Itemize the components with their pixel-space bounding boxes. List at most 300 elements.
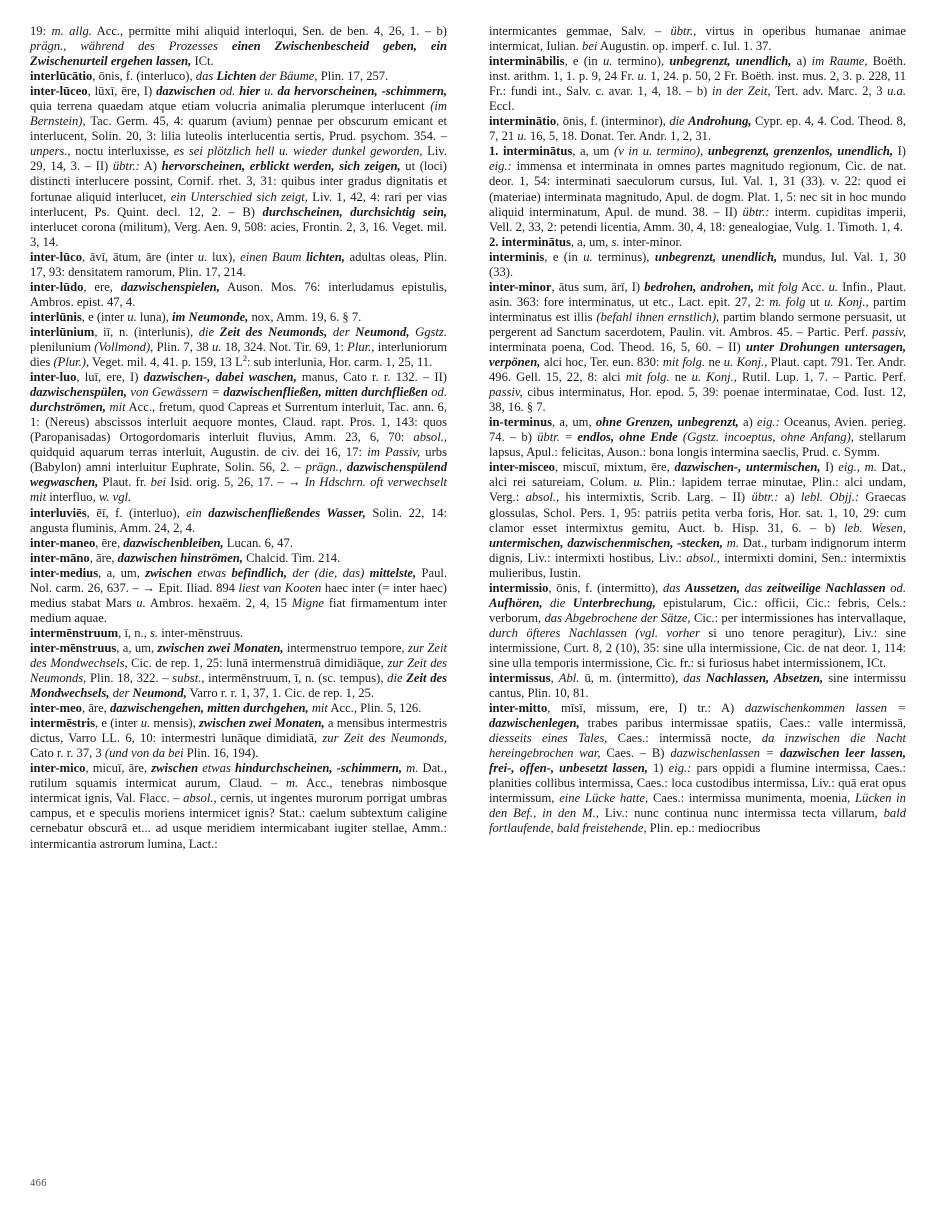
plain-text: = <box>559 430 578 445</box>
translation: zeitweilige Nachlassen <box>766 580 886 595</box>
plain-text: , lūxī, ēre, I) <box>87 84 157 99</box>
dictionary-entry <box>489 24 906 54</box>
headword: interminābilis <box>489 54 565 69</box>
plain-text: , a, um, <box>116 640 158 655</box>
plain-text: Lucan. 6, 47. <box>223 535 293 550</box>
gloss-italic: (Ggstz. incoeptus, ohne Anfang), <box>682 430 854 445</box>
dictionary-entry <box>30 716 447 761</box>
translation: ohne Grenzen, unbegrenzt, <box>595 415 739 430</box>
gloss-italic: einen Baum <box>240 249 307 264</box>
headword: inter-mēnstruus <box>30 640 117 655</box>
plain-text: pars oppidi a flumine intermissa, Caes.: planities collibus intermissa, Caes.: loca custodibus intermissa, Liv.: quā erat opus intermissum, <box>489 761 906 806</box>
gloss-italic: prägn., während des Prozesses <box>30 39 232 54</box>
plain-text: partim interminatus est illis <box>489 294 907 324</box>
dictionary-entry <box>489 671 906 701</box>
gloss-italic: absol., <box>413 430 447 445</box>
plain-text: Cic.: per intermissiones has intervallaque, <box>690 610 907 625</box>
gloss-italic: u. Konj., <box>723 355 768 370</box>
gloss-italic: Migne <box>291 595 324 610</box>
gloss-italic: unpers., <box>30 144 71 159</box>
gloss-italic: absol., <box>686 550 720 565</box>
plain-text: Plin.: lapidem terrae minutae, Plin.: alci undam, Verg.: <box>489 475 906 505</box>
plain-text: , a, um, <box>98 565 146 580</box>
gloss-italic: lebl. Objj.: <box>800 490 860 505</box>
translation: untermischen, dazwischenmischen, -stecken, <box>489 535 723 550</box>
gloss-italic: Lücken in den Bef., in den M., <box>489 791 906 821</box>
translation: Androhung, <box>688 114 752 129</box>
headword: interminis <box>489 249 545 264</box>
gloss-italic: w. vgl. <box>98 490 132 505</box>
dictionary-entry <box>30 551 447 566</box>
gloss-italic: leb. Wesen, <box>843 520 906 535</box>
gloss-italic: das <box>195 69 217 84</box>
gloss-italic: zur Zeit des Neumonds, <box>30 655 447 686</box>
headword: interluviēs <box>30 505 87 520</box>
plain-text: Rutil. Lup. 1, 7. – Partic. Perf. <box>736 370 907 385</box>
translation: Nachlassen, Absetzen, <box>705 671 824 686</box>
plain-text: Tert. adv. Marc. 2, 3 <box>770 84 888 99</box>
plain-text: Plin. 7, 38 <box>153 339 213 354</box>
plain-text: Liv.: nunc continua nunc intermissa tecta villarum, <box>598 806 884 821</box>
plain-text: immensa et interminata in omnes partes magnitudo regionum, Cic. de nat. deor. 1, 54: interminati saeculorum cursus, Iul. Val. 1, 31 (33). v. 22: quod ei (materiae) interminata magnitudo, Apul. de dogm. Plat. 1, 5: nec sit in hoc mundo aliquid interminatum, Apul. de mund. 38. – II) <box>489 159 906 219</box>
plain-text: Plin. ep.: mediocribus <box>646 821 761 836</box>
gloss-italic: u. <box>637 69 647 84</box>
plain-text: stellarum lapsus, Apul.: felicitas, Auson.: bona longis intermina saeclis, Prud. c. Symm. <box>489 430 906 460</box>
plain-text: Boëth. inst. arithm. 1, 1. p. 9, 24 Fr. <box>489 54 906 84</box>
gloss-italic: ein <box>186 505 209 520</box>
plain-text: 19: <box>30 24 52 38</box>
gloss-italic: es sei plötzlich hell u. wieder dunkel geworden, <box>173 144 423 159</box>
dictionary-entry <box>489 701 906 836</box>
plain-text: : sub interlunia, Hor. carm. 1, 25, 11. <box>246 355 433 370</box>
plain-text: , <box>550 671 559 686</box>
translation: hier <box>239 84 261 99</box>
translation: dazwischenbleiben, <box>123 535 224 550</box>
dictionary-entry <box>30 566 447 626</box>
gloss-italic: in der Zeit, <box>711 84 771 99</box>
gloss-italic: (und von da bei <box>104 746 184 761</box>
plain-text: mensis), <box>150 716 199 731</box>
translation: dazwischen <box>156 84 216 99</box>
translation: Aufhören, <box>489 595 543 610</box>
translation: dazwischenlegen, <box>489 716 580 731</box>
plain-text: 16, 5, 18. Donat. Ter. Andr. 1, 2, 31. <box>526 129 712 144</box>
plain-text: inter-mēnstruus. <box>158 625 244 640</box>
translation: Zeit des Mondwechsels, <box>30 671 447 701</box>
gloss-italic: absol., <box>183 791 217 806</box>
dictionary-entry <box>30 701 447 716</box>
headword: intermēstris <box>30 716 96 731</box>
plain-text: si uno tenore peragitur), Liv.: sine intermissione, Curt. 8, 2 (10), 35: sine ulla intermissione, Cic. de nat deor. 1, 114: sine ulla temporis intermissione, Cic. fr.: si furiosus habet intermissionem, ICt. <box>489 625 906 670</box>
plain-text: Eccl. <box>489 99 515 114</box>
headword: inter-mico <box>30 761 86 776</box>
gloss-italic: der (die, das) <box>287 565 370 580</box>
gloss-italic: absol., <box>525 490 560 505</box>
dictionary-entry <box>489 54 906 114</box>
headword: inter-lūco <box>30 249 82 264</box>
gloss-italic: m. folg <box>769 294 806 309</box>
plain-text: Veget. mil. 4, 41. p. 159, 13 L <box>89 355 243 370</box>
translation: Neumond, <box>132 686 187 701</box>
gloss-italic: passiv, <box>489 385 523 400</box>
dictionary-entry <box>30 325 447 370</box>
gloss-italic: u. <box>140 716 151 731</box>
gloss-italic: übtr.: <box>742 204 770 219</box>
translation: unbegrenzt, unendlich, <box>669 54 792 69</box>
gloss-italic: ein Unterschied sich zeigt, <box>170 189 308 204</box>
plain-text: a mensibus intermestris dictus, Varro LL. 6, 10: intermestri lunāque dimidiatā, <box>30 716 447 746</box>
plain-text: Liv. 1, 42, 4: rari per vias interlucent, Ps. Quint. decl. 12, 2. – B) <box>30 189 447 219</box>
gloss-italic: übtr., <box>670 24 697 38</box>
gloss-italic: u. <box>127 309 137 324</box>
plain-text: alci hoc, Ter. eun. 830: <box>540 355 663 370</box>
plain-text: Isid. orig. 5, 26, 17. – → <box>166 475 305 490</box>
gloss-italic: passiv, <box>872 324 906 339</box>
dictionary-entry <box>30 641 447 701</box>
dictionary-entry <box>30 84 447 250</box>
gloss-italic: mit folg <box>753 279 798 294</box>
gloss-italic: durch öfteres Nachlassen (vgl. vorher <box>489 625 700 640</box>
translation: zwischen zwei Monaten, <box>198 716 325 731</box>
gloss-italic: die <box>198 324 220 339</box>
plain-text: ne <box>705 355 724 370</box>
gloss-italic: od. <box>427 385 447 400</box>
translation: unbegrenzt, grenzenlos, unendlich, <box>707 144 894 159</box>
plain-text: , ēre, <box>95 535 124 550</box>
gloss-italic: übtr.: <box>112 159 140 174</box>
gloss-italic: od. <box>215 84 240 99</box>
plain-text: interlucet corona (militum), Verg. Aen. 9, 508: acies, Frontin. 2, 3, 16. Veget. mil. 3, 14. <box>30 219 447 249</box>
plain-text: virtus in operibus humanae animae intermicat, Iulian. <box>489 24 906 54</box>
plain-text: ū, m. (intermitto), <box>579 671 684 686</box>
translation: mittelste, <box>369 565 417 580</box>
dictionary-entry <box>30 250 447 280</box>
translation: bedrohen, androhen, <box>644 279 754 294</box>
plain-text: intermixti domini, Sen.: intermixtis mulieribus, Iustin. <box>489 550 906 580</box>
dictionary-entry <box>30 536 447 551</box>
plain-text: sine intermissu cantus, Plin. 10, 81. <box>489 671 907 701</box>
dictionary-entry <box>30 506 447 536</box>
headword: inter-minor <box>489 279 552 294</box>
gloss-italic: der Bäume, <box>256 69 318 84</box>
plain-text: , ere, <box>83 279 121 294</box>
gloss-italic: die <box>669 114 689 129</box>
gloss-italic: (befahl ihnen ernstlich), <box>596 309 720 324</box>
gloss-italic: prägn., <box>305 460 347 475</box>
plain-text: Liv. 29, 14, 3. – II) <box>30 144 448 174</box>
gloss-italic: etwas <box>192 565 232 580</box>
plain-text: terminus), <box>592 249 655 264</box>
gloss-italic: (im Bernstein), <box>30 99 447 129</box>
plain-text: Plaut. fr. <box>98 475 151 490</box>
gloss-italic: u. <box>633 475 643 490</box>
plain-text: adultas oleas, Plin. 17, 93: densitatem ramorum, Plin. 17, 214. <box>30 249 447 279</box>
gloss-italic: (Plur.), <box>53 355 90 370</box>
gloss-italic: eig.: <box>757 415 780 430</box>
plain-text: Cic. de rep. 1, 25: lunā intermenstruā dimidiāque, <box>127 655 388 670</box>
plain-text: haec inter (= inter haec) medius stabat Mars <box>30 580 447 610</box>
gloss-italic: im Passiv, <box>367 445 421 460</box>
plain-text: Caes.: intermissā nocte, <box>607 731 762 746</box>
plain-text: Plin. 16, 194). <box>183 746 259 761</box>
plain-text: , e (inter <box>81 309 128 324</box>
gloss-italic: übtr. <box>537 430 560 445</box>
gloss-italic: subst., <box>172 671 205 686</box>
plain-text: Augustin. op. imperf. c. Iul. 1. 37. <box>597 39 772 54</box>
dictionary-entry <box>489 581 906 671</box>
translation: lichten, <box>306 249 345 264</box>
plain-text: Cato r. r. 37, 3 <box>30 746 105 761</box>
dictionary-entry <box>489 460 906 580</box>
gloss-italic: m. allg. <box>51 24 92 38</box>
plain-text: Solin. 22, 14: angusta fluminis, Amm. 24, 2, 4. <box>30 505 447 535</box>
gloss-italic: u. <box>583 249 593 264</box>
gloss-italic: m. <box>402 761 419 776</box>
translation: dazwischenfließendes Wasser, <box>208 505 366 520</box>
headword: inter-māno <box>30 550 90 565</box>
plain-text: , ēī, f. (interluo), <box>86 505 187 520</box>
plain-text: intermenstruo tempore, <box>283 640 408 655</box>
plain-text: intermicantes gemmae, Salv. – <box>489 24 671 38</box>
plain-text: , ī, n., <box>118 625 150 640</box>
headword: inter-maneo <box>30 535 96 550</box>
dictionary-entry <box>30 280 447 310</box>
plain-text: Auson. Mos. 76: interludamus epistulis, Ambros. epist. 47, 4. <box>30 279 448 309</box>
plain-text: Plin. 17, 257. <box>317 69 389 84</box>
gloss-italic: eig., m. <box>838 460 877 475</box>
gloss-italic: das <box>740 580 767 595</box>
plain-text: , e (inter <box>95 716 141 731</box>
plain-text: a) <box>791 54 812 69</box>
gloss-italic: (v in u. termino), <box>614 144 704 159</box>
gloss-italic: etwas <box>198 761 235 776</box>
plain-text: 18, 324. Not. Tir. 69, 1: <box>221 339 348 354</box>
plain-text: lux), <box>207 249 241 264</box>
gloss-italic: s. <box>150 625 159 640</box>
plain-text: intermēnstruum, ī, n. (sc. tempus), <box>204 671 388 686</box>
translation: einen Zwischenbescheid geben, ein Zwischenurteil ergehen lassen, <box>30 39 447 69</box>
headword: inter-misceo <box>489 460 555 475</box>
plain-text: ICt. <box>191 54 214 69</box>
plain-text: Graecas glossulas, Schol. Pers. 1, 95: patriis petita verba foris, Hor. sat. 1, 10, 29: cum clamor esset intermixtus gemitu, Auct. b. Hisp. 31, 6. – b) <box>489 490 906 535</box>
plain-text: trabes paribus intermissae spatiis, Caes.: valle intermissā, <box>579 716 906 731</box>
plain-text: Oceanus, Avien. perieg. 74. – b) <box>489 415 906 445</box>
gloss-italic: u. <box>828 279 839 294</box>
plain-text: , miscuī, mixtum, ēre, <box>554 460 675 475</box>
gloss-italic: mit folg. <box>662 355 706 370</box>
gloss-italic: diesseits eines Tales, <box>489 731 608 746</box>
gloss-italic: da inzwischen die Nacht hereingebrochen war, <box>489 731 906 761</box>
translation: dazwischen hinströmen, <box>117 550 243 565</box>
headword: inter-mitto <box>489 701 548 716</box>
translation: dazwischenspülend wegwaschen, <box>30 460 447 490</box>
headword: 1. interminātus <box>489 144 573 159</box>
gloss-italic: u. <box>260 84 278 99</box>
headword: interlūnis <box>30 309 82 324</box>
plain-text: , e (in <box>544 249 584 264</box>
gloss-italic: u. <box>517 129 527 144</box>
dictionary-entry <box>30 310 447 325</box>
translation: Unterbrechung, <box>572 595 656 610</box>
gloss-italic: bald fortlaufende, bald freistehende, <box>489 806 906 836</box>
plain-text: luna), <box>136 309 173 324</box>
headword: interlūnium <box>30 324 95 339</box>
plain-text: , mīsī, missum, ere, I) tr.: A) <box>547 701 745 716</box>
translation: dazwischenspülen, <box>30 385 127 400</box>
dictionary-entry <box>489 114 906 144</box>
gloss-italic: u.a. <box>887 84 906 99</box>
plain-text: partim blando sermone persuasit, ut pergerent ad Sanctum sacerdotem, Paulin. vit. Ambros. 45. – Partic. Perf. <box>489 309 906 339</box>
gloss-italic: m. <box>722 535 739 550</box>
translation: im Neumonde, <box>172 309 249 324</box>
headword: intermissus <box>489 671 551 686</box>
plain-text: , iī, n. (interlunis), <box>94 324 199 339</box>
dictionary-entry <box>489 144 906 234</box>
plain-text: interminata poena, Cod. Theod. 16, 5, 60. – II) <box>489 339 747 354</box>
gloss-italic: u. <box>602 54 613 69</box>
plain-text: 1) <box>647 761 669 776</box>
plain-text: ut <box>805 294 825 309</box>
headword: inter-medius <box>30 565 99 580</box>
plain-text: Cypr. ep. 4, 4. Cod. Theod. 8, 7, 21 <box>489 114 906 144</box>
plain-text: , a, um, <box>551 415 596 430</box>
gloss-italic: mit <box>105 400 126 415</box>
plain-text: Tac. Germ. 45, 4: quarum (avium) pennae per obscurum emicant et interlucent, Solin. 20, 3: lilia luteolis interlucentia sertis, Prud. psychom. 354. – <box>30 114 447 144</box>
dictionary-entry <box>489 280 906 415</box>
plain-text: Varro r. r. 1, 37, 1. Cic. de rep. 1, 25. <box>186 686 374 701</box>
gloss-italic: od. <box>885 580 906 595</box>
plain-text: , ātus sum, ārī, I) <box>551 279 645 294</box>
headword: inter-lūceo <box>30 84 88 99</box>
plain-text: , ōnis, f. (interluco), <box>92 69 196 84</box>
gloss-italic: s. <box>611 234 620 249</box>
dictionary-entry <box>30 761 447 851</box>
gloss-italic: eine Lücke hatte, <box>559 791 649 806</box>
plain-text: ne <box>669 370 692 385</box>
plain-text: manus, Cato r. r. 132. – II) <box>296 370 447 385</box>
headword: interlūcātio <box>30 69 93 84</box>
gloss-italic: u. Konj., <box>691 370 737 385</box>
headword: inter-lūdo <box>30 279 84 294</box>
plain-text: cernis, ut ingentes murorum porrigat umbras campus, et e speculis moriens intermicet ignis? Stat.: caelum subtextum caligine cernebatur obscurā et... ad usque meridiem intermicabant iugiter stellae, Amm.: intermicantia astrorum lumina, Lact.: <box>30 791 447 851</box>
gloss-italic: die <box>542 595 573 610</box>
plain-text: , ōnis, f. (intermitto), <box>548 580 663 595</box>
plain-text: Acc. <box>797 279 829 294</box>
headword: interminātio <box>489 114 557 129</box>
dictionary-entry <box>30 370 447 505</box>
headword: in-terminus <box>489 415 552 430</box>
gloss-italic: liest van Kooten <box>238 580 322 595</box>
gloss-italic: zur Zeit des Mondwechsels, <box>30 640 447 670</box>
gloss-italic: In Hdschrn. oft verwechselt mit <box>30 475 447 505</box>
plain-text: Paul. Nol. carm. 26, 637. – → Epit. Iliad. 894 <box>30 565 448 595</box>
gloss-italic: der <box>109 686 133 701</box>
translation: dazwischenspielen, <box>120 279 220 294</box>
gloss-italic: mit <box>308 701 328 716</box>
gloss-italic: bei <box>582 39 598 54</box>
plain-text: , luī, ere, I) <box>76 370 144 385</box>
translation: Zeit des Neumonds, <box>219 324 328 339</box>
plain-text: epistularum, Cic.: officii, Cic.: febris, Cels.: verborum, <box>489 595 906 625</box>
plain-text: Acc., tenebras nimbosque intermicat ignis, Val. Flacc. – <box>30 776 447 806</box>
plain-text: , a, um, <box>570 234 612 249</box>
plain-text: , ōnis, f. (interminor), <box>556 114 670 129</box>
plain-text: cibus interminatus, Hor. epod. 5, 39: poenae interminatae, Cod. Iust. 12, 38, 16. § 7. <box>489 385 906 415</box>
gloss-italic: Abl. <box>558 671 580 686</box>
dictionary-entry <box>489 235 906 250</box>
translation: Neumond, <box>355 324 410 339</box>
headword: intermēnstruum <box>30 625 119 640</box>
plain-text: , āre, <box>81 701 110 716</box>
plain-text: a) <box>778 490 801 505</box>
plain-text: mundus, Iul. Val. 1, 30 (33). <box>489 249 906 279</box>
dictionary-entry <box>30 69 447 84</box>
plain-text: a) <box>738 415 758 430</box>
page-number: 466 <box>30 1178 47 1189</box>
plain-text: his intermixtis, Scrib. Larg. – II) <box>559 490 752 505</box>
gloss-italic: übtr.: <box>751 490 779 505</box>
translation: da hervorscheinen, -schimmern, <box>277 84 447 99</box>
plain-text: Dat., turbam indignorum interm dignis, Liv.: intermixti hostibus, Liv.: <box>489 535 906 565</box>
plain-text: nox, Amm. 19, 6. § 7. <box>248 309 362 324</box>
gloss-italic: von Gewässern = <box>126 385 224 400</box>
translation: durchscheinen, durchsichtig sein, <box>262 204 447 219</box>
gloss-italic: Plur., <box>347 339 375 354</box>
plain-text: quia terrena quaedam atque etiam volucria animalia plerumque interlucent <box>30 99 431 114</box>
gloss-italic: m. <box>285 776 299 791</box>
right-text-column <box>489 24 906 1164</box>
left-text-column <box>30 24 447 1164</box>
gloss-italic: u. Konj., <box>824 294 869 309</box>
dictionary-entry <box>30 626 447 641</box>
translation: endlos, ohne Ende <box>577 430 678 445</box>
plain-text: inter-minor. <box>619 234 683 249</box>
plain-text: , micuī, āre, <box>85 761 152 776</box>
plain-text: plenilunium <box>30 339 95 354</box>
gloss-italic: dazwischenlassen = <box>670 746 780 761</box>
plain-text: , a, um <box>572 144 614 159</box>
translation: dazwischengehen, mitten durchgehen, <box>109 701 309 716</box>
plain-text: Acc., fretum, quod Capreas et Surrentum interluit, Tac. ann. 6, 1: (Nereus) abscissos interluit aequore montes, Claud. rapt. Pros. 1, 143: quos (Paropanisadas) Ortogordomaris interluit fluvius, Amm. 23, 6, 70: <box>30 400 447 445</box>
translation: zwischen zwei Monaten, <box>157 640 284 655</box>
gloss-italic: Ggstz. <box>409 324 447 339</box>
plain-text: Plaut. capt. 791. Ter. Andr. 496. Gell. 15, 22, 8: alci <box>489 355 906 385</box>
plain-text: quidquid aquarum terras interluit, Augustin. de civ. dei 16, 17: <box>30 445 368 460</box>
plain-text: , āre, <box>89 550 118 565</box>
plain-text: Caes.: intermissa munimenta, moenia, <box>648 791 856 806</box>
gloss-italic: u. <box>197 249 208 264</box>
plain-text: , e (in <box>564 54 603 69</box>
plain-text: Dat., rutilum squamis intermicat aurum, Claud. – <box>30 761 447 791</box>
gloss-italic: dazwischenkommen lassen = <box>744 701 906 716</box>
plain-text: noctu interluxisse, <box>70 144 174 159</box>
gloss-italic: zur Zeit des Neumonds, <box>322 731 447 746</box>
gloss-italic: im Raume, <box>811 54 868 69</box>
translation: zwischen <box>145 565 193 580</box>
gloss-italic: eig.: <box>668 761 692 776</box>
dictionary-entry <box>30 24 447 69</box>
translation: unter Drohungen untersagen, verpönen, <box>489 339 906 370</box>
translation: Aussetzen, <box>685 580 741 595</box>
gloss-italic: u. <box>212 339 222 354</box>
plain-text: Caes. – B) <box>600 746 671 761</box>
dictionary-entry <box>489 415 906 460</box>
translation: hervorscheinen, erblickt werden, sich zeigen, <box>161 159 401 174</box>
translation: dazwischen-, dabei waschen, <box>143 370 297 385</box>
plain-text: Acc., Plin. 5, 126. <box>327 701 422 716</box>
headword: inter-meo <box>30 701 82 716</box>
gloss-italic: bei <box>150 475 167 490</box>
